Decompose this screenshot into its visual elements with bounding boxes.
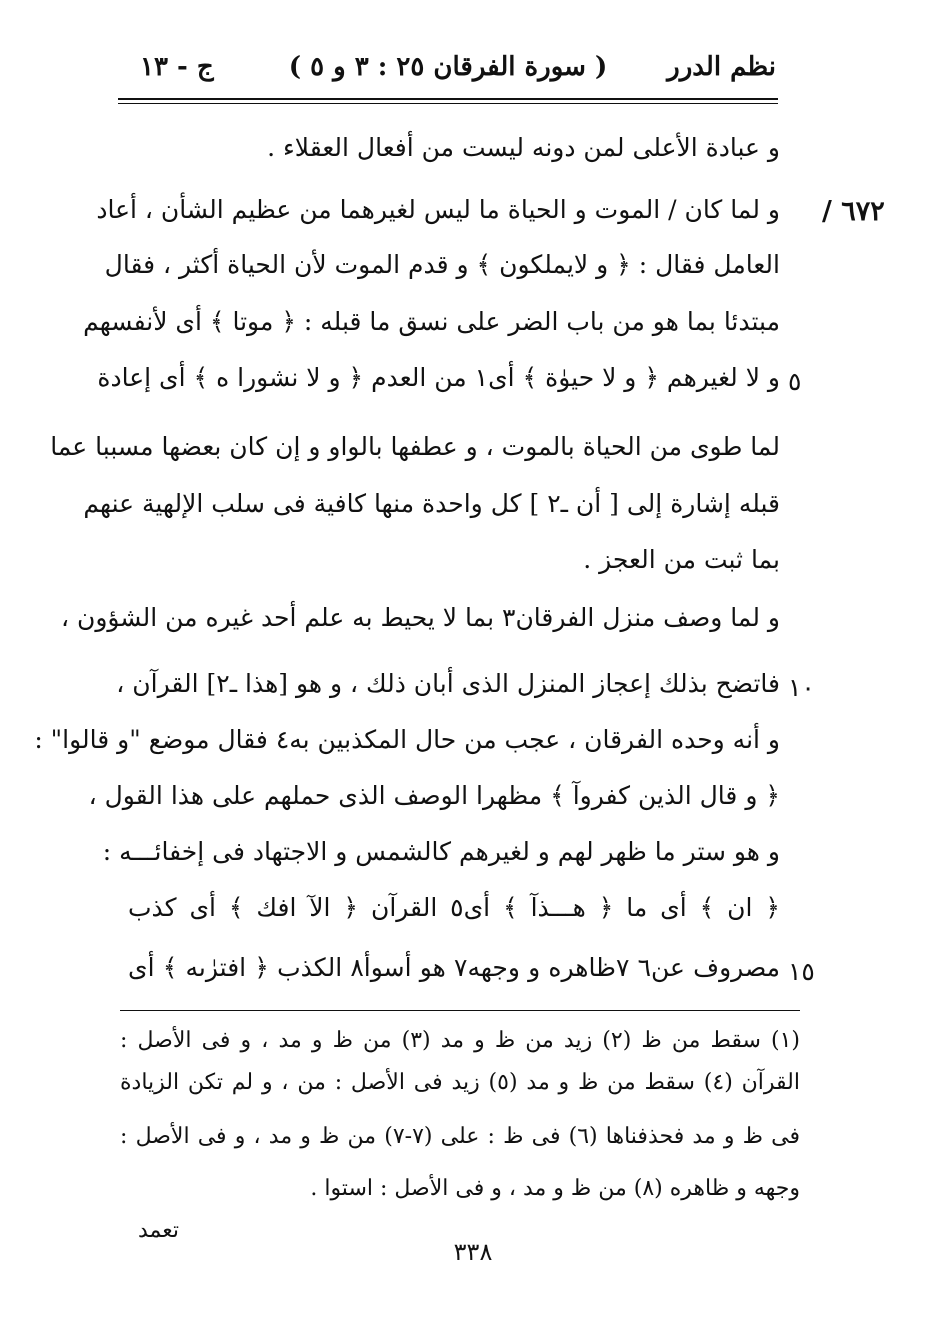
text-line: لما طوى من الحياة بالموت ، و عطفها بالواو و إن كان بعضها مسببا عما (50, 432, 780, 461)
page-number: ٣٣٨ (453, 1238, 493, 1266)
footnote-line: وجهه و ظاهره (٨) من ظ و مد ، و فى الأصل : استوا . (310, 1176, 800, 1201)
line-number: ٥ (788, 367, 802, 396)
text-line: فاتضح بذلك إعجاز المنزل الذى أبان ذلك ، و هو [هذا ـ٢] القرآن ، (116, 669, 780, 698)
margin-page-reference: ٦٧٢ / (822, 196, 885, 227)
volume-label: ج - ١٣ (140, 52, 214, 82)
text-line: قبله إشارة إلى [ أن ـ٢ ] كل واحدة منها كافية فى سلب الإلهية عنهم (83, 489, 780, 518)
line-number: ١٠ (788, 673, 815, 702)
header-rule (118, 98, 778, 100)
text-line: و أنه وحده الفرقان ، عجب من حال المكذبين به٤ فقال موضع "و قالوا" : (34, 725, 780, 754)
book-title: نظم الدرر (667, 52, 776, 82)
text-line: و لما وصف منزل الفرقان٣ بما لا يحيط به علم أحد غيره من الشؤون ، (60, 603, 780, 632)
footnote-line: (١) سقط من ظ (٢) زيد من ظ و مد (٣) من ظ و مد ، و فى الأصل : (120, 1028, 800, 1053)
line-number: ١٥ (788, 957, 815, 986)
footnote-line: القرآن (٤) سقط من ظ و مد (٥) زيد فى الأصل : من ، و لم تكن الزيادة (120, 1070, 800, 1095)
text-line: ﴿ و قال الذين كفروآ ﴾ مظهرا الوصف الذى حملهم على هذا القول ، (88, 781, 780, 810)
surah-reference: ( سورة الفرقان ٢٥ : ٣ و ٥ ) (288, 52, 608, 82)
header-rule-thin (118, 103, 778, 104)
footnote-separator (120, 1010, 800, 1011)
text-line: و لما كان / الموت و الحياة ما ليس لغيرهما من عظيم الشأن ، أعاد (96, 195, 780, 224)
text-line: و عبادة الأعلى لمن دونه ليست من أفعال العقلاء . (267, 133, 780, 162)
text-line: العامل فقال : ﴿ و لايملكون ﴾ و قدم الموت لأن الحياة أكثر ، فقال (104, 250, 780, 279)
text-line: و لا لغيرهم ﴿ و لا حيوٰة ﴾ أى١ من العدم ﴿ و لا نشورا ه ﴾ أى إعادة (97, 363, 780, 392)
text-line: بما ثبت من العجز . (583, 545, 780, 574)
footnote-line: فى ظ و مد فحذفناها (٦) فى ظ : على (٧-٧) من ظ و مد ، و فى الأصل : (120, 1124, 800, 1149)
text-line: و هو ستر ما ظهر لهم و لغيرهم كالشمس و الاجتهاد فى إخفائـــه : (102, 837, 780, 866)
text-line: ﴿ ان ﴾ أى ما ﴿ هـــذآ ﴾ أى٥ القرآن ﴿ الآ افك ﴾ أى كذب (128, 893, 780, 922)
catchword: تعمد (138, 1218, 180, 1243)
text-line: مصروف عن٦ ٧ظاهره و وجهه٧ هو أسوأ٨ الكذب ﴿ افترٰىه ﴾ أى (128, 953, 781, 982)
text-line: مبتدئا بما هو من باب الضر على نسق ما قبله : ﴿ موتا ﴾ أى لأنفسهم (83, 307, 780, 336)
running-header (120, 52, 776, 96)
